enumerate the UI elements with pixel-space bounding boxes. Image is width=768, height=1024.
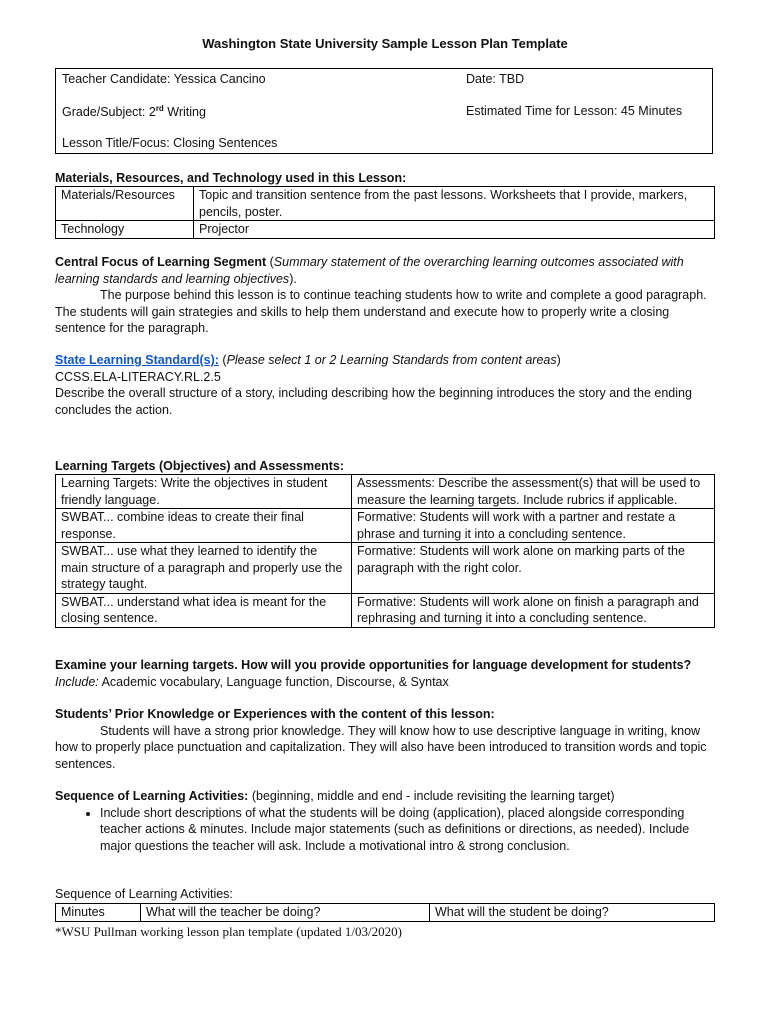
sequence-table-caption: Sequence of Learning Activities: xyxy=(55,887,233,901)
materials-label: Materials/Resources xyxy=(56,187,194,221)
table-row: SWBAT... understand what idea is meant for the closing sentence. Formative: Students will work alone on finish a paragraph and rephrasing and turning it into a concluding sentence. xyxy=(56,593,715,627)
sequence-bullets xyxy=(55,805,715,855)
standards-section: State Learning Standard(s): (Please select 1 or 2 Learning Standards from content areas) CCSS.ELA-LITERACY.RL.2.5 Describe the overall structure of a story, including describing how the beginning introduces the story and the ending concludes the action. xyxy=(55,352,715,418)
estimated-time: Estimated Time for Lesson: 45 Minutes xyxy=(466,104,683,118)
table-row xyxy=(56,187,715,221)
table-row xyxy=(56,221,715,239)
table-row: Minutes What will the teacher be doing? What will the student be doing? xyxy=(56,904,715,922)
technology-value: Projector xyxy=(194,221,715,239)
materials-heading: Materials, Resources, and Technology used in this Lesson: xyxy=(55,171,407,185)
document-title: Washington State University Sample Lesson Plan Template xyxy=(202,36,568,51)
state-standards-link[interactable]: State Learning Standard(s): xyxy=(55,353,219,367)
targets-heading: Learning Targets (Objectives) and Assessments: xyxy=(55,459,344,473)
standard-description: Describe the overall structure of a story, including describing how the beginning introduces the story and the ending concludes the action. xyxy=(55,386,692,417)
materials-table xyxy=(55,186,715,239)
language-section: Examine your learning targets. How will you provide opportunities for language development for students? Include: Academic vocabulary, Language function, Discourse, & Syntax xyxy=(55,658,692,689)
table-row: Learning Targets: Write the objectives in student friendly language. Assessments: Describe the assessment(s) that will be used to measure the learning targets. Include rubrics if applicable. xyxy=(56,475,715,509)
sequence-section: Sequence of Learning Activities: (beginning, middle and end - include revisiting the learning target) • Include short descriptions of what the students will be doing (application), placed alongside corresponding teacher actions & minutes. Include major statements (such as definitions or directions, as needed). Include major questions the teacher will ask. Include a motivational intro & strong conclusion. xyxy=(55,788,715,854)
lesson-date: Date: TBD xyxy=(466,72,525,86)
central-focus-body: The purpose behind this lesson is to continue teaching students how to write and complete a good paragraph. The students will gain strategies and skills to help them understand and execute how to properly write a closing sentence for the paragraph. xyxy=(55,288,707,335)
table-row: SWBAT... combine ideas to create their final response. Formative: Students will work with a partner and restate a phrase and turning it into a concluding sentence. xyxy=(56,509,715,543)
standard-code: CCSS.ELA-LITERACY.RL.2.5 xyxy=(55,369,221,384)
grade-subject: Grade/Subject: 2rd Writing xyxy=(62,104,206,120)
teacher-candidate: Teacher Candidate: Yessica Cancino xyxy=(62,72,266,86)
technology-label: Technology xyxy=(56,221,194,239)
targets-table xyxy=(55,474,715,628)
sequence-table xyxy=(55,903,715,922)
list-item: • Include short descriptions of what the students will be doing (application), placed alongside corresponding teacher actions & minutes. Include major statements (such as definitions or directions, as needed). Include major questions the teacher will ask. Include a motivational intro & strong conclusion. xyxy=(100,805,715,855)
header-box xyxy=(55,68,713,154)
table-row: SWBAT... use what they learned to identify the main structure of a paragraph and properly use the strategy taught. Formative: Students will work alone on marking parts of the paragraph with the right color. xyxy=(56,543,715,594)
materials-value: Topic and transition sentence from the past lessons. Worksheets that I provide, markers, pencils, poster. xyxy=(194,187,715,221)
lesson-title: Lesson Title/Focus: Closing Sentences xyxy=(62,136,278,150)
central-focus-section: Central Focus of Learning Segment (Summary statement of the overarching learning outcomes associated with learning standards and learning objectives). The purpose behind this lesson is to continue teaching students how to write and complete a good paragraph. The students will gain strategies and skills to help them understand and execute how to properly write a closing sentence for the paragraph. xyxy=(55,254,715,337)
footer-note: *WSU Pullman working lesson plan template (updated 1/03/2020) xyxy=(55,924,402,939)
prior-knowledge-section: Students’ Prior Knowledge or Experiences with the content of this lesson: Students will have a strong prior knowledge. They will know how to use descriptive language in writing, know how to properly place punctuation and capitalization. They will also have been introduced to transition words and topic sentences. xyxy=(55,707,707,771)
